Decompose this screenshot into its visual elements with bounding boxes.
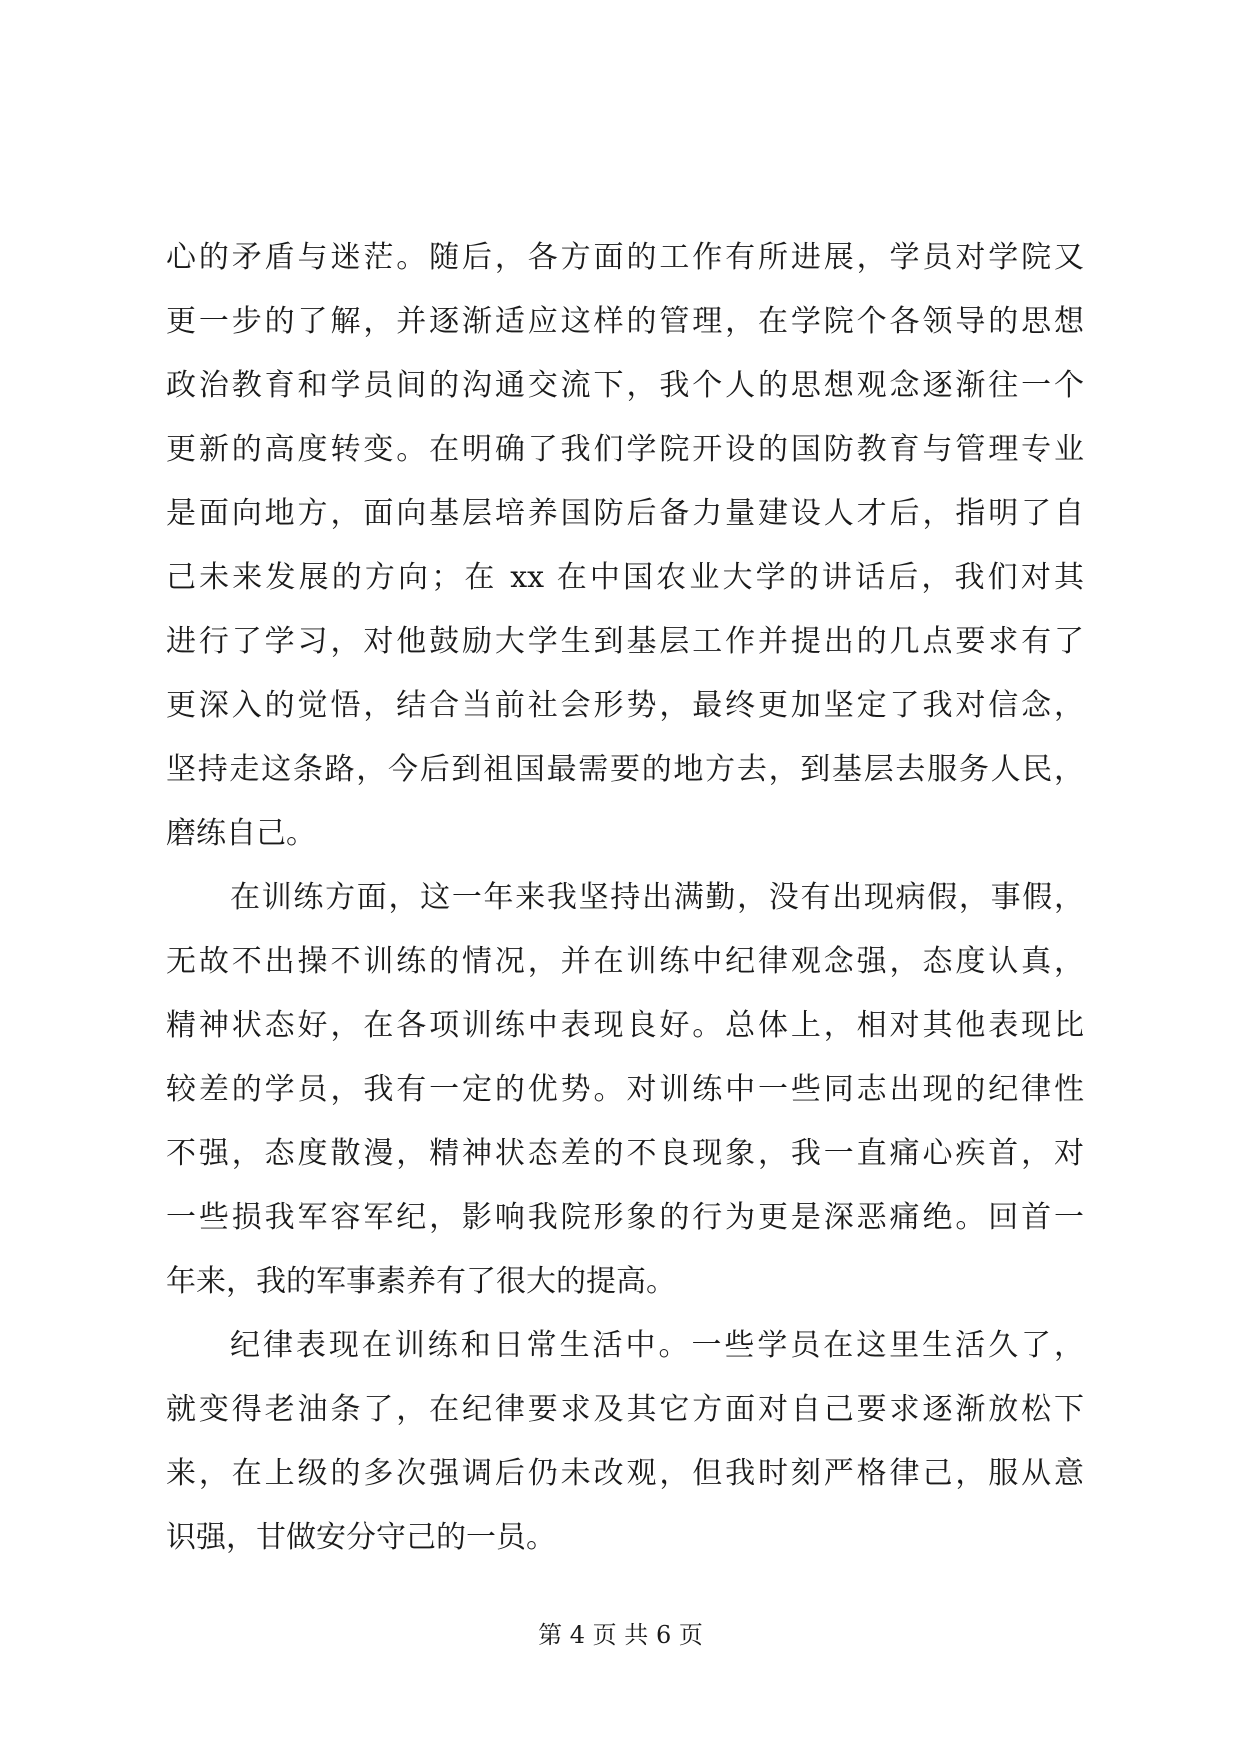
text-line: 年来，我的军事素养有了很大的提高。 (166, 1264, 676, 1299)
text-line: 来，在上级的多次强调后仍未改观，但我时刻严格律己，服从意 (166, 1456, 1084, 1491)
paragraph (166, 226, 1084, 866)
text-line: 精神状态好，在各项训练中表现良好。总体上，相对其他表现比 (166, 1008, 1084, 1043)
text-line: 更一步的了解，并逐渐适应这样的管理，在学院个各领导的思想 (166, 304, 1084, 339)
text-line: 纪律表现在训练和日常生活中。一些学员在这里生活久了， (230, 1328, 1084, 1363)
paragraph (166, 1314, 1084, 1570)
text-line: 更深入的觉悟，结合当前社会形势，最终更加坚定了我对信念， (166, 688, 1084, 723)
text-line: 进行了学习，对他鼓励大学生到基层工作并提出的几点要求有了 (166, 624, 1084, 659)
text-line: 更新的高度转变。在明确了我们学院开设的国防教育与管理专业 (166, 432, 1084, 467)
text-line: 较差的学员，我有一定的优势。对训练中一些同志出现的纪律性 (166, 1072, 1084, 1107)
text-line: 无故不出操不训练的情况，并在训练中纪律观念强，态度认真， (166, 944, 1084, 979)
page-footer: 第 4 页 共 6 页 (538, 1621, 703, 1649)
paragraph (166, 866, 1084, 1314)
text-line: 一些损我军容军纪，影响我院形象的行为更是深恶痛绝。回首一 (166, 1200, 1084, 1235)
text-line: 心的矛盾与迷茫。随后，各方面的工作有所进展，学员对学院又 (166, 240, 1084, 275)
text-line: 是面向地方，面向基层培养国防后备力量建设人才后，指明了自 (166, 496, 1084, 531)
text-line: 不强，态度散漫，精神状态差的不良现象，我一直痛心疾首，对 (166, 1136, 1084, 1171)
text-line: 政治教育和学员间的沟通交流下，我个人的思想观念逐渐往一个 (166, 368, 1084, 403)
text-line: 就变得老油条了，在纪律要求及其它方面对自己要求逐渐放松下 (166, 1392, 1084, 1427)
text-line: 识强，甘做安分守己的一员。 (166, 1520, 556, 1555)
text-line: 磨练自己。 (166, 816, 316, 851)
document-body (166, 226, 1084, 1570)
text-line: 己未来发展的方向；在 xx 在中国农业大学的讲话后，我们对其 (166, 560, 1084, 595)
text-line: 在训练方面，这一年来我坚持出满勤，没有出现病假，事假， (230, 880, 1084, 915)
text-line: 坚持走这条路，今后到祖国最需要的地方去，到基层去服务人民， (166, 752, 1084, 787)
